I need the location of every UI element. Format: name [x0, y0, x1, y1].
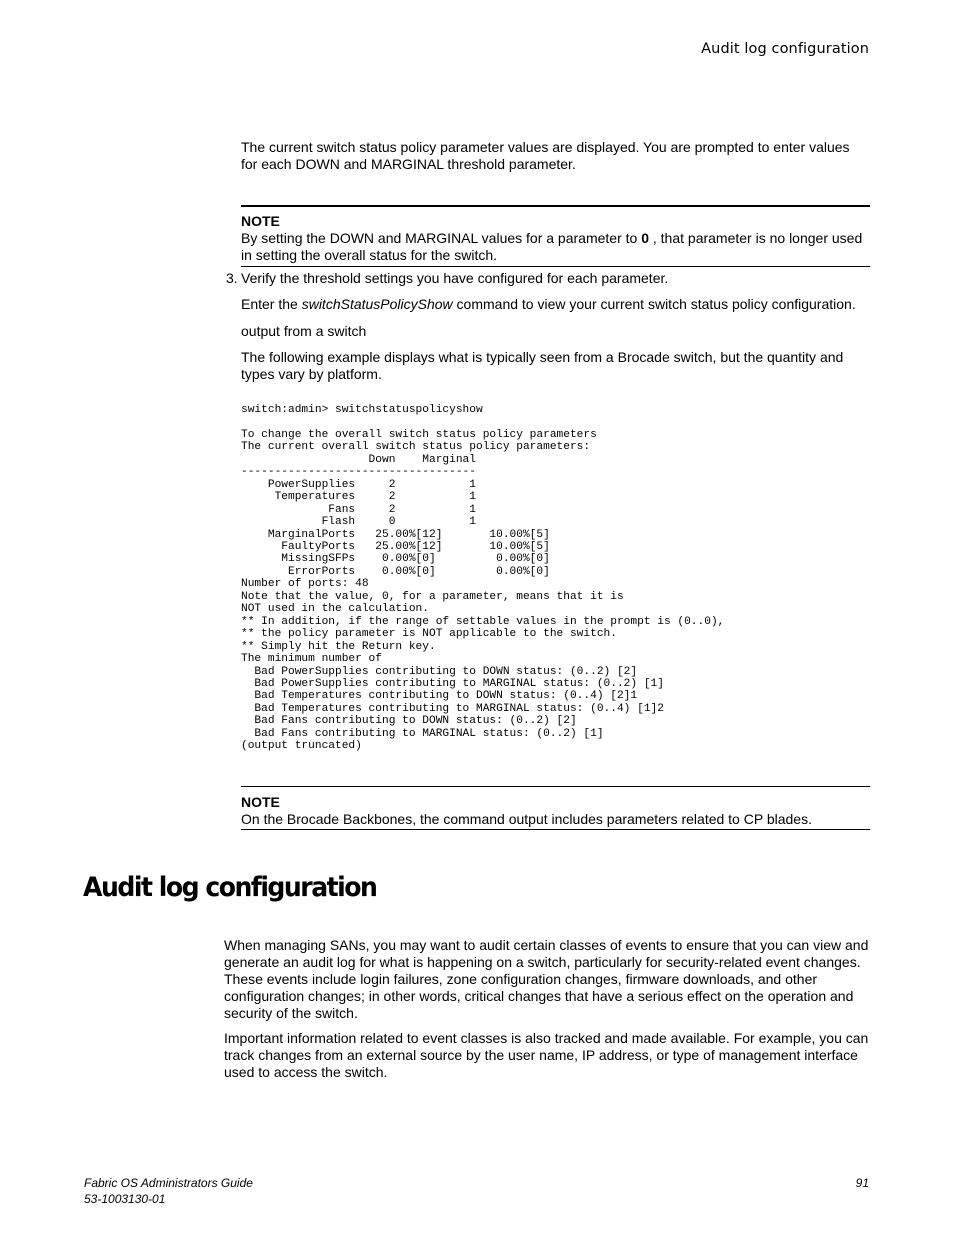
code-block: switch:admin> switchstatuspolicyshow To change the overall switch status policy parameters The current overall switch status policy parameters: Down Marginal ----------------------------------- PowerSupplies 2 1 Temperatures 2 1 Fans 2 1 Flash 0 1 MarginalPorts 25.00%[12] 10.00%[5] FaultyPorts 25.00%[12] 10.00%[5] MissingSFPs 0.00%[0] 0.00%[0] ErrorPorts 0.00%[0] 0.00%[0] Number of ports: 48 Note that the value, 0, for a parameter, means that it is NOT used in the calculation. ** In addition, if the range of settable values in the prompt is (0..0), ** the policy parameter is NOT applicable to the switch. ** Simply hit the Return key. The minimum number of Bad PowerSupplies contributing to DOWN status: (0..2) [2] Bad PowerSupplies contributing to MARGINAL status: (0..2) [1] Bad Temperatures contributing to DOWN status: (0..4) [2]1 Bad Temperatures contributing to MARGINAL status: (0..4) [1]2 Bad Fans contributing to DOWN status: (0..2) [2] Bad Fans contributing to MARGINAL status: (0..2) [1] (output truncated) — [241, 404, 725, 753]
step-number: 3. — [226, 270, 238, 286]
note-box-backbones — [241, 786, 870, 830]
footer-doc-number: 53-1003130-01 — [84, 1192, 166, 1206]
note-text: By setting the DOWN and MARGINAL values for a parameter to 0 , that parameter is no longer used in setting the overall status for the switch. — [241, 230, 863, 263]
note-label: NOTE — [241, 213, 280, 229]
section-paragraph-1: When managing SANs, you may want to audit certain classes of events to ensure that you can view and generate an audit log for what is happening on a switch, particularly for security-related event changes. These events include login failures, zone configuration changes, firmware downloads, and other configuration changes; in other words, critical changes that have a serious effect on the operation and security of the switch. — [224, 937, 869, 1021]
running-header: Audit log configuration — [701, 41, 869, 57]
output-label: output from a switch — [241, 323, 367, 339]
section-title: Audit log configuration — [83, 872, 377, 903]
note-box-threshold — [241, 205, 870, 267]
example-description: The following example displays what is typically seen from a Brocade switch, but the quantity and types vary by platform. — [241, 349, 844, 382]
intro-paragraph: The current switch status policy parameter values are displayed. You are prompted to enter values for each DOWN and MARGINAL threshold parameter. — [241, 139, 850, 172]
command-name: switchStatusPolicyShow — [301, 296, 453, 312]
section-paragraph-2: Important information related to event classes is also tracked and made available. For example, you can track changes from an external source by the user name, IP address, or type of management interface used to access the switch. — [224, 1030, 869, 1080]
command-instruction: Enter the switchStatusPolicyShow command to view your current switch status policy configuration. — [241, 296, 856, 312]
footer-guide-title: Fabric OS Administrators Guide — [84, 1176, 253, 1190]
footer-page-number: 91 — [855, 1176, 869, 1190]
note-bold-value: 0 — [641, 230, 649, 246]
step-text: Verify the threshold settings you have configured for each parameter. — [241, 270, 669, 286]
note-text: On the Brocade Backbones, the command output includes parameters related to CP blades. — [241, 811, 812, 827]
note-label: NOTE — [241, 794, 280, 810]
